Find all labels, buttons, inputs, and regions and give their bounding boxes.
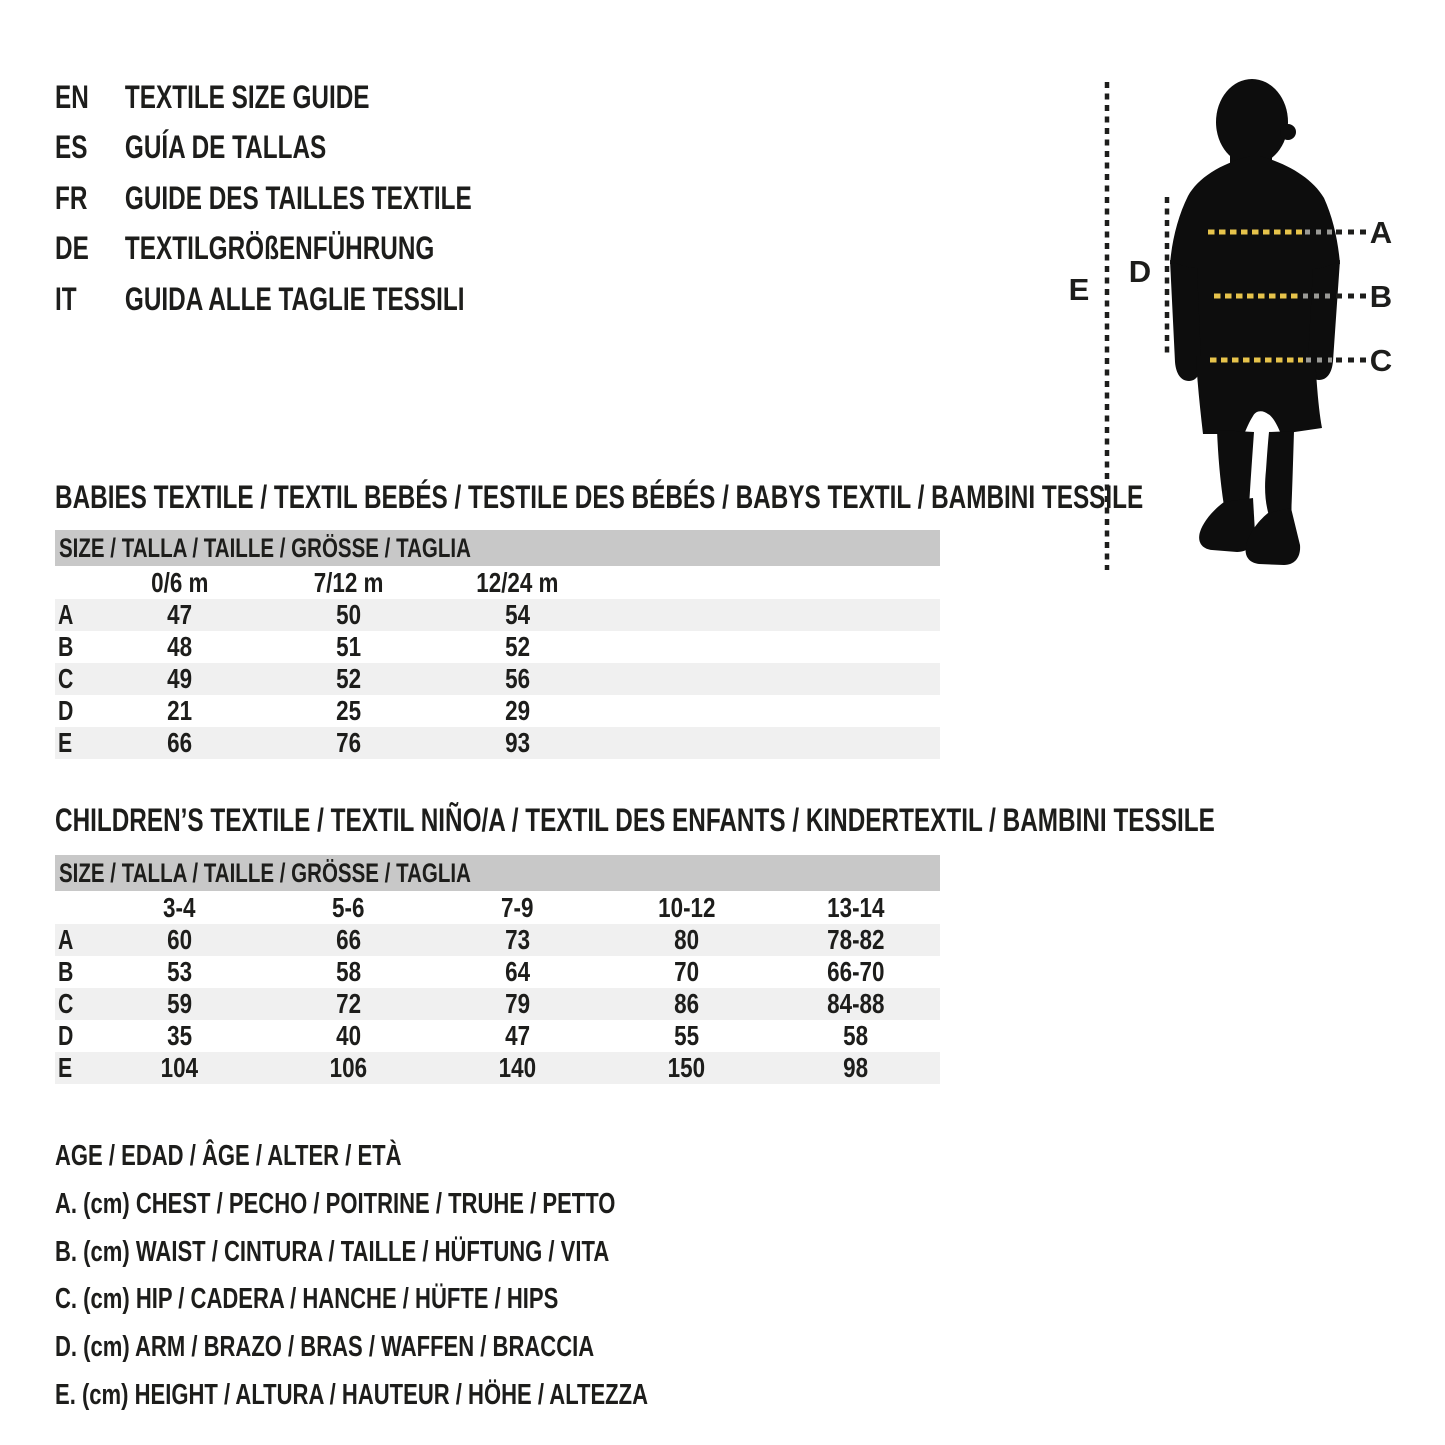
table-cell: 47 [167,599,192,630]
table-cell: 70 [674,956,699,987]
hip-label: C [1369,343,1393,378]
row-label: D [58,1020,74,1051]
legend-line: B. (cm) WAIST / CINTURA / TAILLE / HÜFTUNG / VITA [55,1235,610,1268]
measurement-legend [55,1133,835,1419]
children-column-header-row [55,891,940,924]
language-row [55,123,603,174]
table-cell: 93 [505,727,530,758]
table-cell: 25 [336,695,361,726]
table-cell: 58 [843,1020,868,1051]
table-cell: 59 [167,988,192,1019]
arm-label: D [1128,254,1152,289]
table-cell: 72 [336,988,361,1019]
legend-line: A. (cm) CHEST / PECHO / POITRINE / TRUHE / PETTO [55,1188,616,1221]
table-cell: 140 [498,1052,537,1083]
table-cell: 58 [336,956,361,987]
language-title: TEXTILE SIZE GUIDE [124,78,370,115]
table-row [55,924,940,956]
hair-bump [1280,124,1296,140]
table-cell: 29 [505,695,530,726]
table-row [55,599,940,631]
language-row [55,72,603,123]
table-cell: 98 [843,1052,868,1083]
table-cell: 66-70 [826,956,885,987]
table-cell: 54 [505,599,530,630]
column-header: 3-4 [163,891,196,923]
row-label: E [58,1052,73,1083]
table-cell: 80 [674,924,699,955]
table-cell: 66 [336,924,361,955]
table-cell: 21 [167,695,192,726]
table-row [55,956,940,988]
legend-line: AGE / EDAD / ÂGE / ALTER / ETÀ [55,1140,402,1173]
row-label: C [58,988,74,1019]
table-cell: 55 [674,1020,699,1051]
table-cell: 84-88 [826,988,885,1019]
table-cell: 104 [160,1052,199,1083]
language-code: FR [55,179,88,216]
language-row [55,274,603,325]
column-header: 12/24 m [476,566,559,598]
table-cell: 52 [336,663,361,694]
table-cell: 40 [336,1020,361,1051]
table-row [55,663,940,695]
table-cell: 76 [336,727,361,758]
children-table [55,855,940,1084]
babies-section-title: BABIES TEXTILE / TEXTIL BEBÉS / TESTILE DES BÉBÉS / BABYS TEXTIL / BAMBINI TESSILE [55,478,1144,515]
table-row [55,727,940,759]
size-header-bar: SIZE / TALLA / TAILLE / GRÖSSE / TAGLIA [55,530,940,566]
row-label: C [58,663,74,694]
table-cell: 150 [667,1052,706,1083]
table-cell: 50 [336,599,361,630]
babies-column-header-row [55,566,940,599]
table-cell: 60 [167,924,192,955]
table-cell: 78-82 [826,924,885,955]
row-label: A [58,599,74,630]
chest-label: A [1369,215,1393,250]
table-cell: 66 [167,727,192,758]
shorts [1196,356,1322,434]
language-title: GUIDA ALLE TAGLIE TESSILI [124,280,465,317]
table-cell: 35 [167,1020,192,1051]
column-header: 7-9 [501,891,534,923]
table-cell: 106 [329,1052,368,1083]
table-row [55,988,940,1020]
language-title: TEXTILGRÖßENFÜHRUNG [124,230,435,267]
table-row [55,1020,940,1052]
table-row [55,1052,940,1084]
table-cell: 79 [505,988,530,1019]
table-row [55,695,940,727]
table-cell: 73 [505,924,530,955]
table-cell: 86 [674,988,699,1019]
language-row [55,173,603,224]
legend-line: D. (cm) ARM / BRAZO / BRAS / WAFFEN / BRACCIA [55,1331,595,1364]
language-code: DE [55,230,89,267]
row-label: B [58,956,74,987]
children-section-title: CHILDREN’S TEXTILE / TEXTIL NIÑO/A / TEXTIL DES ENFANTS / KINDERTEXTIL / BAMBINI TESSILE [55,801,1215,838]
language-title: GUIDE DES TAILLES TEXTILE [124,179,472,216]
row-label: B [58,631,74,662]
table-cell: 51 [336,631,361,662]
row-label: A [58,924,74,955]
language-code: ES [55,129,88,166]
height-label: E [1068,272,1090,307]
legend-line: E. (cm) HEIGHT / ALTURA / HAUTEUR / HÖHE / ALTEZZA [55,1378,649,1411]
table-cell: 52 [505,631,530,662]
waist-label: B [1369,279,1393,314]
column-header: 0/6 m [150,566,209,598]
column-header: 13-14 [826,891,885,923]
table-cell: 49 [167,663,192,694]
column-header: 5-6 [332,891,365,923]
column-header: 10-12 [657,891,716,923]
language-title-block [55,72,603,325]
table-cell: 47 [505,1020,530,1051]
table-cell: 64 [505,956,530,987]
babies-table [55,530,940,759]
language-code: IT [55,280,77,317]
language-title: GUÍA DE TALLAS [124,129,327,166]
row-label: E [58,727,73,758]
table-cell: 56 [505,663,530,694]
table-row [55,631,940,663]
legend-line: C. (cm) HIP / CADERA / HANCHE / HÜFTE / HIPS [55,1283,559,1316]
table-cell: 48 [167,631,192,662]
column-header: 7/12 m [313,566,384,598]
size-header-bar: SIZE / TALLA / TAILLE / GRÖSSE / TAGLIA [55,855,940,891]
table-cell: 53 [167,956,192,987]
language-code: EN [55,78,89,115]
row-label: D [58,695,74,726]
language-row [55,224,603,275]
